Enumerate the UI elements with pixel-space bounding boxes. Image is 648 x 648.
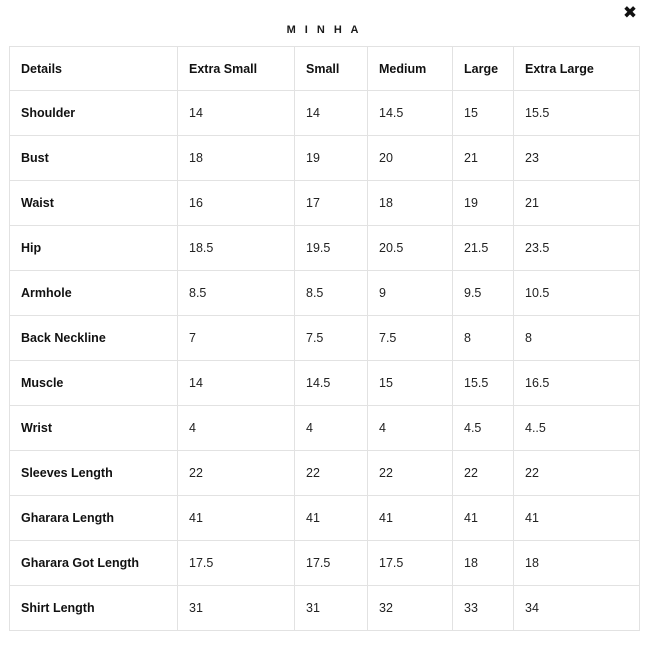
cell-large: 4.5: [453, 406, 514, 451]
table-row: [10, 496, 640, 541]
table-row: [10, 271, 640, 316]
row-label: Back Neckline: [10, 316, 178, 361]
cell-small: 31: [295, 586, 368, 631]
row-label: Wrist: [10, 406, 178, 451]
table-row: [10, 541, 640, 586]
cell-small: 14: [295, 91, 368, 136]
column-header-extra-large: Extra Large: [514, 47, 640, 91]
cell-small: 8.5: [295, 271, 368, 316]
cell-extra-large: 23.5: [514, 226, 640, 271]
page-title: M I N H A: [286, 24, 362, 36]
cell-medium: 18: [368, 181, 453, 226]
cell-extra-small: 14: [178, 91, 295, 136]
cell-medium: 9: [368, 271, 453, 316]
row-label: Bust: [10, 136, 178, 181]
cell-small: 14.5: [295, 361, 368, 406]
row-label: Muscle: [10, 361, 178, 406]
cell-medium: 14.5: [368, 91, 453, 136]
cell-extra-small: 18: [178, 136, 295, 181]
cell-small: 4: [295, 406, 368, 451]
cell-extra-small: 4: [178, 406, 295, 451]
cell-medium: 20: [368, 136, 453, 181]
table-row: [10, 361, 640, 406]
column-header-details: Details: [10, 47, 178, 91]
cell-extra-large: 8: [514, 316, 640, 361]
row-label: Shirt Length: [10, 586, 178, 631]
row-label: Hip: [10, 226, 178, 271]
cell-large: 33: [453, 586, 514, 631]
table-row: [10, 406, 640, 451]
table-row: [10, 226, 640, 271]
cell-large: 8: [453, 316, 514, 361]
cell-medium: 41: [368, 496, 453, 541]
close-icon[interactable]: ✖: [622, 2, 638, 23]
cell-medium: 15: [368, 361, 453, 406]
cell-medium: 17.5: [368, 541, 453, 586]
cell-medium: 22: [368, 451, 453, 496]
cell-extra-small: 41: [178, 496, 295, 541]
cell-extra-large: 41: [514, 496, 640, 541]
cell-extra-small: 7: [178, 316, 295, 361]
cell-large: 9.5: [453, 271, 514, 316]
cell-large: 21.5: [453, 226, 514, 271]
row-label: Waist: [10, 181, 178, 226]
table-header-row: [10, 47, 640, 91]
cell-small: 22: [295, 451, 368, 496]
cell-extra-small: 18.5: [178, 226, 295, 271]
cell-small: 19: [295, 136, 368, 181]
column-header-medium: Medium: [368, 47, 453, 91]
cell-small: 7.5: [295, 316, 368, 361]
column-header-small: Small: [295, 47, 368, 91]
cell-extra-large: 4..5: [514, 406, 640, 451]
cell-extra-small: 16: [178, 181, 295, 226]
table-row: [10, 451, 640, 496]
table-body: [10, 91, 640, 631]
cell-large: 21: [453, 136, 514, 181]
cell-small: 17.5: [295, 541, 368, 586]
cell-small: 17: [295, 181, 368, 226]
row-label: Shoulder: [10, 91, 178, 136]
cell-large: 41: [453, 496, 514, 541]
cell-small: 19.5: [295, 226, 368, 271]
cell-small: 41: [295, 496, 368, 541]
row-label: Armhole: [10, 271, 178, 316]
cell-extra-small: 8.5: [178, 271, 295, 316]
row-label: Gharara Length: [10, 496, 178, 541]
cell-large: 19: [453, 181, 514, 226]
table-row: [10, 181, 640, 226]
row-label: Gharara Got Length: [10, 541, 178, 586]
cell-medium: 4: [368, 406, 453, 451]
row-label: Sleeves Length: [10, 451, 178, 496]
cell-extra-large: 21: [514, 181, 640, 226]
column-header-extra-small: Extra Small: [178, 47, 295, 91]
cell-extra-large: 10.5: [514, 271, 640, 316]
column-header-large: Large: [453, 47, 514, 91]
size-chart-container: [0, 46, 648, 631]
cell-large: 15.5: [453, 361, 514, 406]
cell-extra-large: 34: [514, 586, 640, 631]
table-row: [10, 91, 640, 136]
table-row: [10, 586, 640, 631]
cell-extra-large: 18: [514, 541, 640, 586]
cell-extra-large: 22: [514, 451, 640, 496]
cell-medium: 20.5: [368, 226, 453, 271]
cell-extra-large: 23: [514, 136, 640, 181]
table-row: [10, 136, 640, 181]
table-header: [10, 47, 640, 91]
cell-extra-small: 14: [178, 361, 295, 406]
table-row: [10, 316, 640, 361]
cell-large: 18: [453, 541, 514, 586]
cell-medium: 32: [368, 586, 453, 631]
size-chart-table: [9, 46, 640, 631]
cell-extra-large: 16.5: [514, 361, 640, 406]
cell-extra-small: 31: [178, 586, 295, 631]
cell-medium: 7.5: [368, 316, 453, 361]
cell-extra-large: 15.5: [514, 91, 640, 136]
cell-extra-small: 22: [178, 451, 295, 496]
cell-large: 22: [453, 451, 514, 496]
cell-extra-small: 17.5: [178, 541, 295, 586]
cell-large: 15: [453, 91, 514, 136]
